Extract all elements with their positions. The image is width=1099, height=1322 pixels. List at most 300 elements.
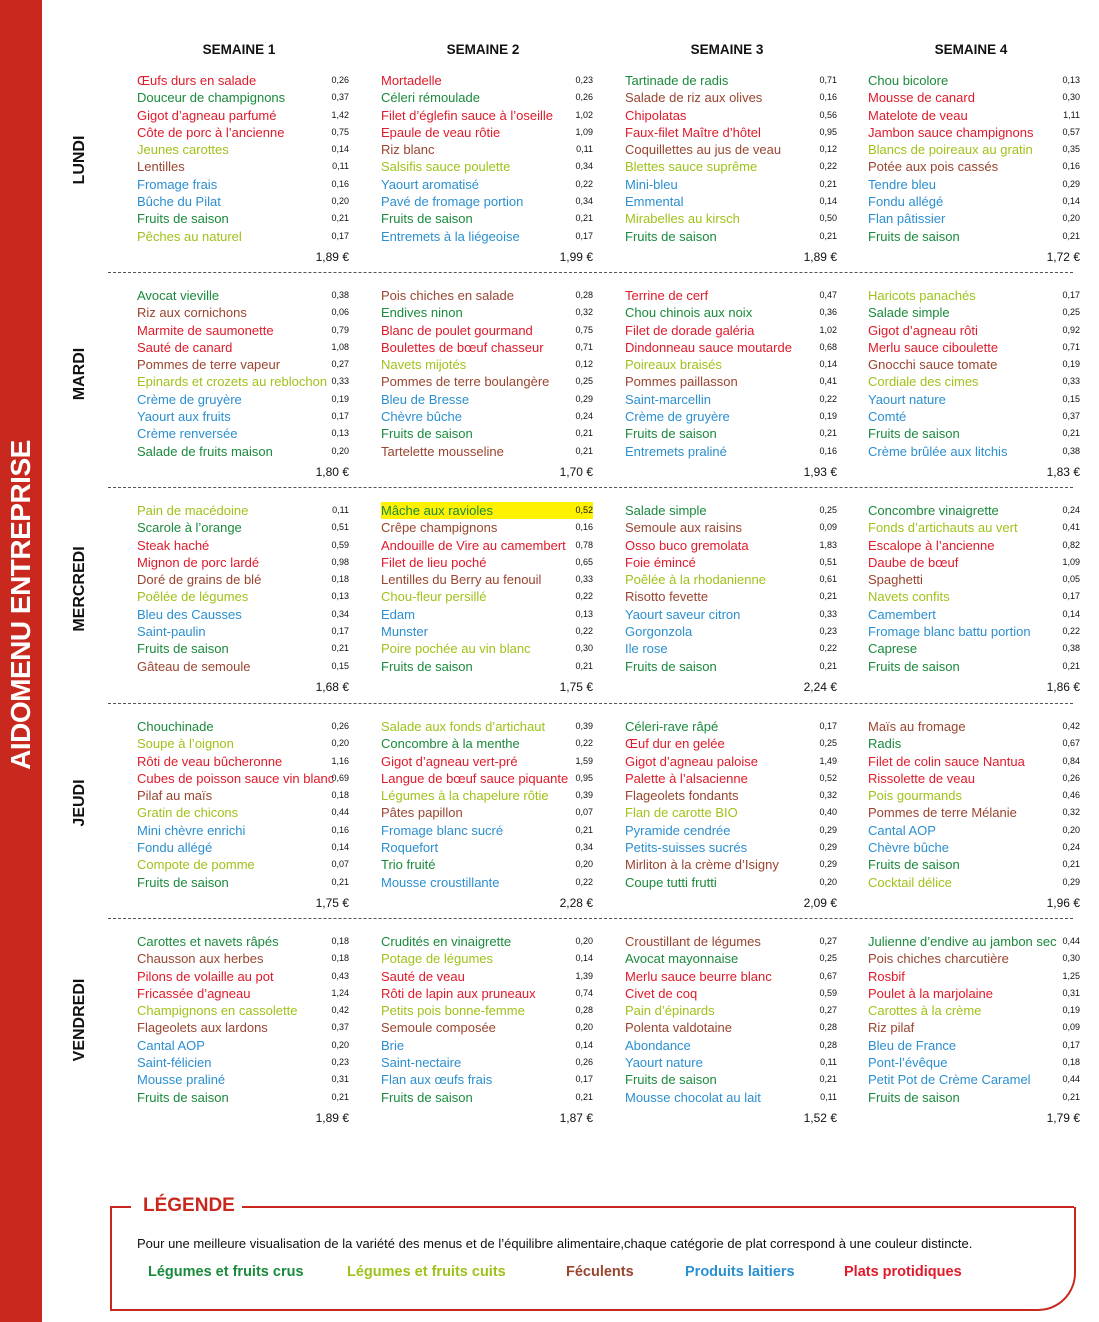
dish-name: Mini chèvre enrichi [137, 822, 246, 838]
menu-item [625, 502, 837, 519]
menu-item [381, 623, 593, 640]
dish-name: Potage de légumes [381, 951, 494, 967]
dish-name: Tartinade de radis [625, 73, 729, 88]
dish-price: 0,65 [575, 556, 593, 567]
dish-price: 0,79 [331, 324, 349, 335]
dish-name: Polenta valdotaine [625, 1020, 732, 1036]
dish-name: Concombre à la menthe [381, 736, 520, 752]
menu-item [137, 158, 349, 175]
dish-price: 0,25 [819, 738, 837, 749]
menu-item [868, 874, 1080, 891]
menu-item [137, 658, 349, 675]
day-total: 1,70 € [559, 465, 593, 479]
dish-name: Filet de dorade galéria [625, 322, 755, 338]
dish-name: Epinards et crozets au reblochon [137, 374, 328, 390]
dish-price: 0,29 [819, 824, 837, 835]
menu-item [625, 304, 837, 321]
legend-box [110, 1207, 1076, 1311]
dish-price: 0,44 [331, 807, 349, 818]
dish-price: 0,20 [331, 196, 349, 207]
dish-price: 0,13 [331, 591, 349, 602]
dish-price: 0,31 [331, 1074, 349, 1085]
dish-name: Pommes paillasson [625, 374, 738, 390]
dish-name: Crêpe champignons [381, 520, 498, 536]
dish-price: 0,28 [819, 1039, 837, 1050]
dish-name: Riz pilaf [868, 1020, 915, 1036]
dish-price: 1,25 [1062, 970, 1080, 981]
dish-name: Fondu allégé [868, 194, 944, 210]
menu-item [381, 606, 593, 623]
menu-item [381, 839, 593, 856]
menu-day-5-week-1 [137, 933, 349, 1106]
day-label-mercredi: MERCREDI [71, 546, 88, 632]
menu-item [137, 519, 349, 536]
dish-name: Fricassée d’agneau [137, 985, 251, 1001]
menu-item [381, 408, 593, 425]
dish-name: Fromage frais [137, 176, 218, 192]
dish-price: 0,20 [819, 876, 837, 887]
legend-key-raw: Légumes et fruits crus [148, 1264, 304, 1280]
dish-name: Brie [381, 1037, 405, 1053]
menu-day-2-week-4 [868, 287, 1080, 460]
dish-name: Soupe à l’oignon [137, 736, 234, 752]
dish-name: Pommes de terre boulangère [381, 374, 550, 390]
menu-item [868, 408, 1080, 425]
dish-price: 0,36 [819, 307, 837, 318]
dish-name: Pain d’épinards [625, 1003, 715, 1019]
dish-price: 0,84 [1062, 755, 1080, 766]
dish-price: 1,09 [1062, 556, 1080, 567]
dish-price: 0,16 [331, 824, 349, 835]
menu-item [137, 1019, 349, 1036]
menu-item [381, 1071, 593, 1088]
dish-price: 0,25 [1062, 307, 1080, 318]
legend-key-cooked: Légumes et fruits cuits [347, 1264, 506, 1280]
day-separator [108, 487, 1073, 488]
dish-price: 0,69 [331, 772, 349, 783]
legend-description: Pour une meilleure visualisation de la variété des menus et de l’équilibre alimentaire,chaque catégorie de plat correspond à une couleur distincte. [137, 1236, 973, 1251]
legend-border-right [242, 1206, 1074, 1208]
dish-name: Carottes à la crème [868, 1003, 982, 1019]
dish-price: 0,35 [1062, 144, 1080, 155]
dish-name: Fruits de saison [868, 658, 960, 674]
dish-price: 0,16 [575, 522, 593, 533]
menu-item [868, 856, 1080, 873]
dish-name: Riz aux cornichons [137, 305, 247, 321]
dish-name: Merlu sauce beurre blanc [625, 968, 772, 984]
dish-name: Camembert [868, 606, 936, 622]
dish-price: 0,22 [575, 876, 593, 887]
dish-name: Fruits de saison [868, 426, 960, 442]
dish-name: Flageolets aux lardons [137, 1020, 268, 1036]
dish-name: Escalope à l’ancienne [868, 537, 995, 553]
dish-name: Chèvre bûche [868, 840, 949, 856]
menu-item [137, 950, 349, 967]
dish-price: 0,47 [819, 290, 837, 300]
menu-item [381, 107, 593, 124]
dish-price: 0,21 [1062, 230, 1080, 241]
dish-name: Côte de porc à l’ancienne [137, 124, 285, 140]
dish-price: 0,06 [331, 307, 349, 318]
dish-name: Fruits de saison [625, 658, 717, 674]
menu-item [381, 968, 593, 985]
dish-price: 0,17 [1062, 1039, 1080, 1050]
menu-item [868, 210, 1080, 227]
dish-price: 0,38 [331, 290, 349, 300]
dish-price: 0,22 [819, 161, 837, 172]
dish-price: 0,24 [1062, 842, 1080, 853]
menu-item [137, 287, 349, 304]
dish-name: Pyramide cendrée [625, 822, 731, 838]
dish-price: 0,33 [331, 376, 349, 387]
menu-item [625, 839, 837, 856]
menu-item [137, 425, 349, 442]
menu-item [625, 950, 837, 967]
menu-item [137, 124, 349, 141]
menu-item [137, 874, 349, 891]
dish-price: 0,21 [1062, 428, 1080, 439]
menu-day-2-week-1 [137, 287, 349, 460]
dish-name: Yaourt aux fruits [137, 409, 231, 425]
menu-item [137, 1037, 349, 1054]
menu-item [625, 287, 837, 304]
dish-name: Fruits de saison [381, 658, 473, 674]
menu-day-1-week-4 [868, 72, 1080, 245]
menu-item [868, 804, 1080, 821]
dish-price: 0,11 [332, 161, 349, 172]
dish-name: Roquefort [381, 840, 439, 856]
dish-price: 0,11 [576, 144, 593, 155]
dish-name: Entremets à la liégeoise [381, 228, 520, 244]
menu-item [868, 425, 1080, 442]
dish-price: 0,33 [575, 574, 593, 585]
brand-title: AIDOMENU ENTREPRISE [5, 440, 36, 770]
dish-price: 0,26 [575, 1057, 593, 1068]
day-total: 1,75 € [315, 896, 349, 910]
menu-item [137, 1089, 349, 1106]
dish-name: Avocat mayonnaise [625, 951, 739, 967]
dish-price: 0,21 [575, 428, 593, 439]
menu-item [381, 804, 593, 821]
dish-name: Céleri-rave râpé [625, 719, 719, 734]
dish-price: 0,16 [819, 445, 837, 456]
dish-name: Andouille de Vire au camembert [381, 537, 566, 553]
menu-item [137, 356, 349, 373]
dish-name: Mirliton à la crème d’Isigny [625, 857, 779, 873]
dish-price: 1,49 [819, 755, 837, 766]
dish-price: 0,19 [1062, 359, 1080, 370]
dish-name: Fondu allégé [137, 840, 213, 856]
menu-item [137, 339, 349, 356]
dish-price: 0,17 [1062, 290, 1080, 300]
menu-item [625, 373, 837, 390]
day-label-vendredi: VENDREDI [71, 978, 88, 1062]
dish-name: Maïs au fromage [868, 719, 966, 734]
menu-item [868, 623, 1080, 640]
day-total: 1,87 € [559, 1111, 593, 1125]
dish-name: Saint-félicien [137, 1055, 212, 1071]
menu-item [625, 874, 837, 891]
menu-item [868, 839, 1080, 856]
dish-price: 0,32 [575, 307, 593, 318]
day-total: 1,68 € [315, 680, 349, 694]
dish-price: 0,41 [1062, 522, 1080, 533]
menu-item [381, 985, 593, 1002]
dish-price: 0,25 [819, 505, 837, 515]
dish-name: Radis [868, 736, 902, 752]
dish-price: 0,26 [331, 721, 349, 731]
dish-price: 0,30 [1062, 953, 1080, 964]
dish-name: Bûche du Pilat [137, 194, 221, 210]
menu-item [381, 228, 593, 245]
dish-name: Flan aux œufs frais [381, 1072, 493, 1088]
menu-item [381, 158, 593, 175]
menu-item [625, 588, 837, 605]
dish-price: 0,29 [819, 859, 837, 870]
menu-item [137, 502, 349, 519]
menu-day-1-week-1 [137, 72, 349, 245]
dish-price: 0,16 [331, 178, 349, 189]
dish-name: Légumes à la chapelure rôtie [381, 788, 549, 804]
dish-price: 0,13 [1062, 75, 1080, 85]
dish-price: 0,34 [575, 161, 593, 172]
dish-name: Rissolette de veau [868, 770, 975, 786]
dish-price: 0,07 [575, 807, 593, 818]
menu-item [381, 72, 593, 89]
legend-key-starch: Féculents [566, 1264, 634, 1280]
menu-item [381, 1089, 593, 1106]
day-total: 1,79 € [1046, 1111, 1080, 1125]
dish-price: 0,75 [331, 126, 349, 137]
menu-item [625, 1071, 837, 1088]
dish-price: 0,20 [575, 936, 593, 946]
dish-name: Crème de gruyère [137, 391, 242, 407]
dish-name: Céleri rémoulade [381, 90, 480, 106]
menu-item [868, 968, 1080, 985]
menu-item [868, 1002, 1080, 1019]
dish-name: Blanc de poulet gourmand [381, 322, 533, 338]
dish-name: Endives ninon [381, 305, 463, 321]
dish-price: 0,14 [575, 1039, 593, 1050]
dish-price: 0,20 [331, 1039, 349, 1050]
dish-name: Pavé de fromage portion [381, 194, 524, 210]
dish-price: 0,43 [331, 970, 349, 981]
menu-item [868, 89, 1080, 106]
menu-day-4-week-1 [137, 718, 349, 891]
menu-item [381, 735, 593, 752]
menu-item [381, 391, 593, 408]
menu-item [868, 1019, 1080, 1036]
dish-price: 0,30 [575, 643, 593, 654]
dish-price: 0,21 [331, 876, 349, 887]
menu-item [625, 804, 837, 821]
dish-name: Fruits de saison [381, 426, 473, 442]
dish-name: Fruits de saison [625, 228, 717, 244]
dish-name: Pont-l’évêque [868, 1055, 948, 1071]
dish-price: 0,44 [1062, 1074, 1080, 1085]
dish-name: Petits pois bonne-femme [381, 1003, 525, 1019]
dish-name: Coquillettes au jus de veau [625, 142, 782, 158]
dish-price: 0,67 [1062, 738, 1080, 749]
dish-price: 0,37 [331, 92, 349, 103]
dish-price: 0,20 [575, 1022, 593, 1033]
dish-price: 0,68 [819, 341, 837, 352]
dish-name: Yaourt aromatisé [381, 176, 480, 192]
menu-item [625, 425, 837, 442]
dish-name: Epaule de veau rôtie [381, 124, 501, 140]
dish-price: 0,23 [819, 626, 837, 637]
legend-key-protein: Plats protidiques [844, 1264, 962, 1280]
menu-item [868, 304, 1080, 321]
dish-name: Comté [868, 409, 907, 425]
menu-item [137, 1002, 349, 1019]
menu-item [137, 89, 349, 106]
dish-price: 0,18 [1062, 1057, 1080, 1068]
dish-name: Rôti de lapin aux pruneaux [381, 985, 536, 1001]
menu-item [381, 658, 593, 675]
dish-price: 1,83 [819, 539, 837, 550]
menu-item [868, 735, 1080, 752]
menu-item [868, 193, 1080, 210]
dish-name: Chipolatas [625, 107, 687, 123]
dish-name: Poireaux braisés [625, 357, 722, 373]
dish-name: Crudités en vinaigrette [381, 934, 512, 949]
menu-item [137, 72, 349, 89]
dish-price: 1,09 [575, 126, 593, 137]
dish-name: Boulettes de bœuf chasseur [381, 339, 544, 355]
dish-price: 0,51 [819, 556, 837, 567]
menu-item [868, 339, 1080, 356]
menu-item [868, 141, 1080, 158]
dish-price: 0,44 [1062, 936, 1080, 946]
menu-item [381, 718, 593, 735]
dish-name: Haricots panachés [868, 288, 976, 303]
dish-name: Blancs de poireaux au gratin [868, 142, 1033, 158]
dish-name: Palette à l’alsacienne [625, 770, 748, 786]
dish-price: 0,17 [331, 626, 349, 637]
menu-item [381, 425, 593, 442]
menu-item [625, 72, 837, 89]
menu-item [868, 588, 1080, 605]
menu-day-2-week-2 [381, 287, 593, 460]
dish-name: Gigot d’agneau rôti [868, 322, 978, 338]
menu-item [868, 658, 1080, 675]
dish-price: 0,41 [819, 376, 837, 387]
day-total: 1,99 € [559, 250, 593, 264]
dish-price: 1,59 [575, 755, 593, 766]
dish-price: 0,19 [819, 411, 837, 422]
dish-price: 0,59 [819, 987, 837, 998]
dish-name: Yaourt nature [625, 1055, 703, 1071]
menu-item [868, 72, 1080, 89]
dish-name: Chouchinade [137, 719, 214, 734]
dish-name: Poire pochée au vin blanc [381, 641, 531, 657]
dish-name: Riz blanc [381, 142, 435, 158]
menu-day-1-week-3 [625, 72, 837, 245]
dish-price: 1,11 [1063, 109, 1080, 120]
menu-item [137, 391, 349, 408]
dish-name: Poêlée de légumes [137, 589, 249, 605]
dish-name: Cocktail délice [868, 874, 952, 890]
menu-item [381, 822, 593, 839]
dish-name: Pilaf au maïs [137, 788, 213, 804]
dish-name: Mini-bleu [625, 176, 678, 192]
dish-price: 0,95 [819, 126, 837, 137]
dish-name: Gigot d’agneau parfumé [137, 107, 277, 123]
dish-name: Jambon sauce champignons [868, 124, 1034, 140]
dish-name: Concombre vinaigrette [868, 503, 999, 518]
dish-name: Crème renversée [137, 426, 238, 442]
dish-price: 0,14 [1062, 196, 1080, 207]
dish-name: Avocat vieville [137, 288, 220, 303]
menu-item [381, 1037, 593, 1054]
menu-item [381, 787, 593, 804]
dish-price: 0,22 [819, 393, 837, 404]
dish-name: Navets confits [868, 589, 950, 605]
menu-item [137, 735, 349, 752]
dish-price: 0,17 [331, 230, 349, 241]
week-header-1: SEMAINE 1 [202, 42, 276, 57]
dish-name: Fruits de saison [137, 874, 229, 890]
menu-item [625, 753, 837, 770]
menu-item [868, 1054, 1080, 1071]
menu-item [625, 124, 837, 141]
menu-day-1-week-2 [381, 72, 593, 245]
menu-item [868, 753, 1080, 770]
dish-price: 0,17 [1062, 591, 1080, 602]
dish-price: 0,28 [819, 1022, 837, 1033]
menu-item [137, 107, 349, 124]
menu-item [381, 502, 593, 519]
dish-price: 0,16 [1062, 161, 1080, 172]
dish-name: Mignon de porc lardé [137, 554, 260, 570]
menu-item [625, 89, 837, 106]
dish-name: Daube de bœuf [868, 554, 959, 570]
dish-name: Merlu sauce ciboulette [868, 339, 999, 355]
menu-item [625, 107, 837, 124]
dish-price: 0,21 [819, 428, 837, 439]
dish-price: 0,50 [819, 213, 837, 224]
menu-day-4-week-3 [625, 718, 837, 891]
dish-price: 0,27 [331, 359, 349, 370]
menu-item [625, 770, 837, 787]
dish-name: Fruits de saison [137, 1089, 229, 1105]
dish-name: Champignons en cassolette [137, 1003, 298, 1019]
menu-item [137, 571, 349, 588]
dish-name: Cubes de poisson sauce vin blanc [137, 770, 335, 786]
menu-item [625, 176, 837, 193]
dish-name: Navets mijotés [381, 357, 467, 373]
dish-name: Filet d’églefin sauce à l’oseille [381, 107, 553, 123]
menu-item [868, 228, 1080, 245]
dish-price: 0,95 [575, 772, 593, 783]
menu-item [381, 1019, 593, 1036]
menu-item [625, 210, 837, 227]
menu-item [137, 141, 349, 158]
dish-price: 0,05 [1062, 574, 1080, 585]
dish-price: 0,51 [331, 522, 349, 533]
dish-price: 0,14 [1062, 608, 1080, 619]
dish-name: Fruits de saison [625, 1072, 717, 1088]
dish-name: Scarole à l’orange [137, 520, 242, 536]
menu-item [625, 985, 837, 1002]
dish-price: 0,92 [1062, 324, 1080, 335]
dish-name: Pilons de volaille au pot [137, 968, 274, 984]
dish-name: Gratin de chicons [137, 805, 239, 821]
menu-item [625, 658, 837, 675]
menu-item [625, 193, 837, 210]
dish-price: 0,56 [819, 109, 837, 120]
